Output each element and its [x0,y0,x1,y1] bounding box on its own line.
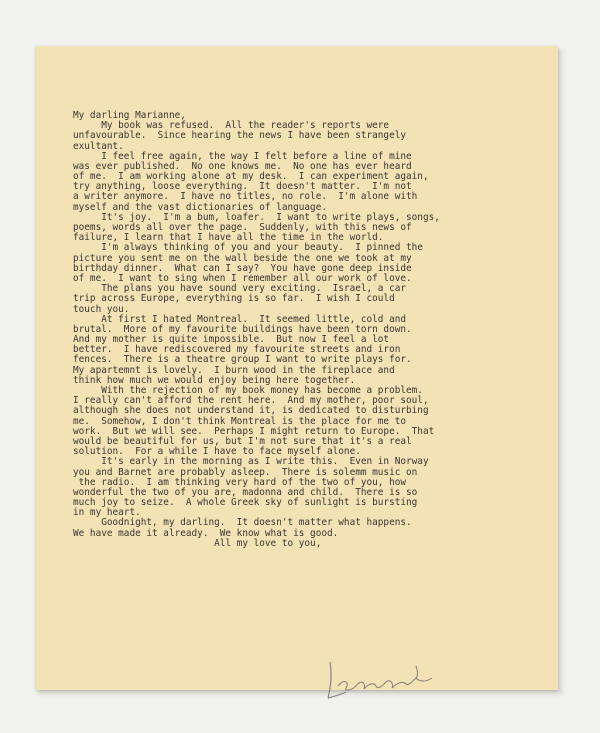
letter-line: Goodnight, my darling. It doesn't matter what happens. [73,517,412,529]
letter-line: a writer anymore. I have no titles, no role. I'm alone with [73,191,418,203]
signature-icon [322,656,442,704]
letter-line: unfavourable. Since hearing the news I have been strangely [73,130,407,142]
letter-line: wonderful the two of you are, madonna and child. There is so [73,486,418,498]
letter-line: birthday dinner. What can I say? You have gone deep inside [73,262,412,274]
letter-line: exultant. [73,140,124,152]
letter-line: And my mother is quite impossible. But now I feel a lot [73,334,390,346]
letter-line: My darling Marianne, [73,109,186,121]
letter-line: although she does not understand it, is dedicated to disturbing [73,405,429,417]
letter-line: My book was refused. All the reader's reports were [73,120,390,132]
letter-body [73,60,513,549]
letter-line: try anything, loose everything. It doesn't matter. I'm not [73,181,412,193]
letter-line: With the rejection of my book money has become a problem. [73,385,423,396]
letter-line: brutal. More of my favourite buildings have been torn down. [73,323,412,335]
letter-line: was ever published. No one knows me. No one has ever heard [73,160,412,172]
letter-line: It's joy. I'm a bum, loafer. I want to write plays, songs, [73,211,440,223]
letter-line: picture you sent me on the wall beside the one we took at my [73,252,412,264]
letter-line: I feel free again, the way I felt before a line of mine [73,150,412,162]
letter-line: in my heart. [73,507,141,519]
letter-line: At first I hated Montreal. It seemed little, cold and [73,313,407,325]
letter-line: The plans you have sound very exciting. Israel, a car [73,283,407,295]
letter-line: touch you. [73,303,130,315]
letter-line: work. But we will see. Perhaps I might return to Europe. That [73,425,435,437]
letter-line: of me. I want to sing when I remember all our work of love. [73,272,412,284]
letter-line: trip across Europe, everything is so far. I wish I could [73,293,395,305]
letter-line: myself and the vast dictionaries of language. [73,201,327,213]
handwritten-signature [322,656,442,704]
letter-line: fences. There is a theatre group I want to write plays for. [73,354,412,366]
letter-line: I really can't afford the rent here. And my mother, poor soul, [73,395,429,407]
letter-line: It's early in the morning as I write this. Even in Norway [73,456,429,468]
letter-line: me. Somehow, I don't think Montreal is the place for me to [73,415,407,427]
letter-line: poems, words all over the page. Suddenly, with this news of [73,222,412,233]
letter-line: All my love to you, [73,537,322,549]
letter-line: much joy to seize. A whole Greek sky of sunlight is bursting [73,497,418,509]
letter-line [73,60,513,70]
letter-line: failure, I learn that I have all the time in the world. [73,232,384,244]
letter-line: of me. I am working alone at my desk. I can experiment again, [73,171,429,183]
letter-line: My apartemnt is lovely. I burn wood in the fireplace and [73,364,395,376]
letter-line: better. I have rediscovered my favourite streets and iron [73,344,401,356]
letter-line: We have made it already. We know what is good. [73,527,339,539]
letter-line [73,80,513,90]
letter-line [73,91,513,101]
letter-line: the radio. I am thinking very hard of the two of you, how [73,476,407,488]
letter-line: would be beautiful for us, but I'm not sure that it's a real [73,435,412,447]
letter-line: solution. For a while I have to face myself alone. [73,446,361,458]
letter-line: you and Barnet are probably asleep. There is solemm music on [73,466,418,478]
letter-line [73,70,513,80]
letter-line: I'm always thinking of you and your beauty. I pinned the [73,242,423,254]
letter-line: think how much we would enjoy being here together. [73,374,356,386]
